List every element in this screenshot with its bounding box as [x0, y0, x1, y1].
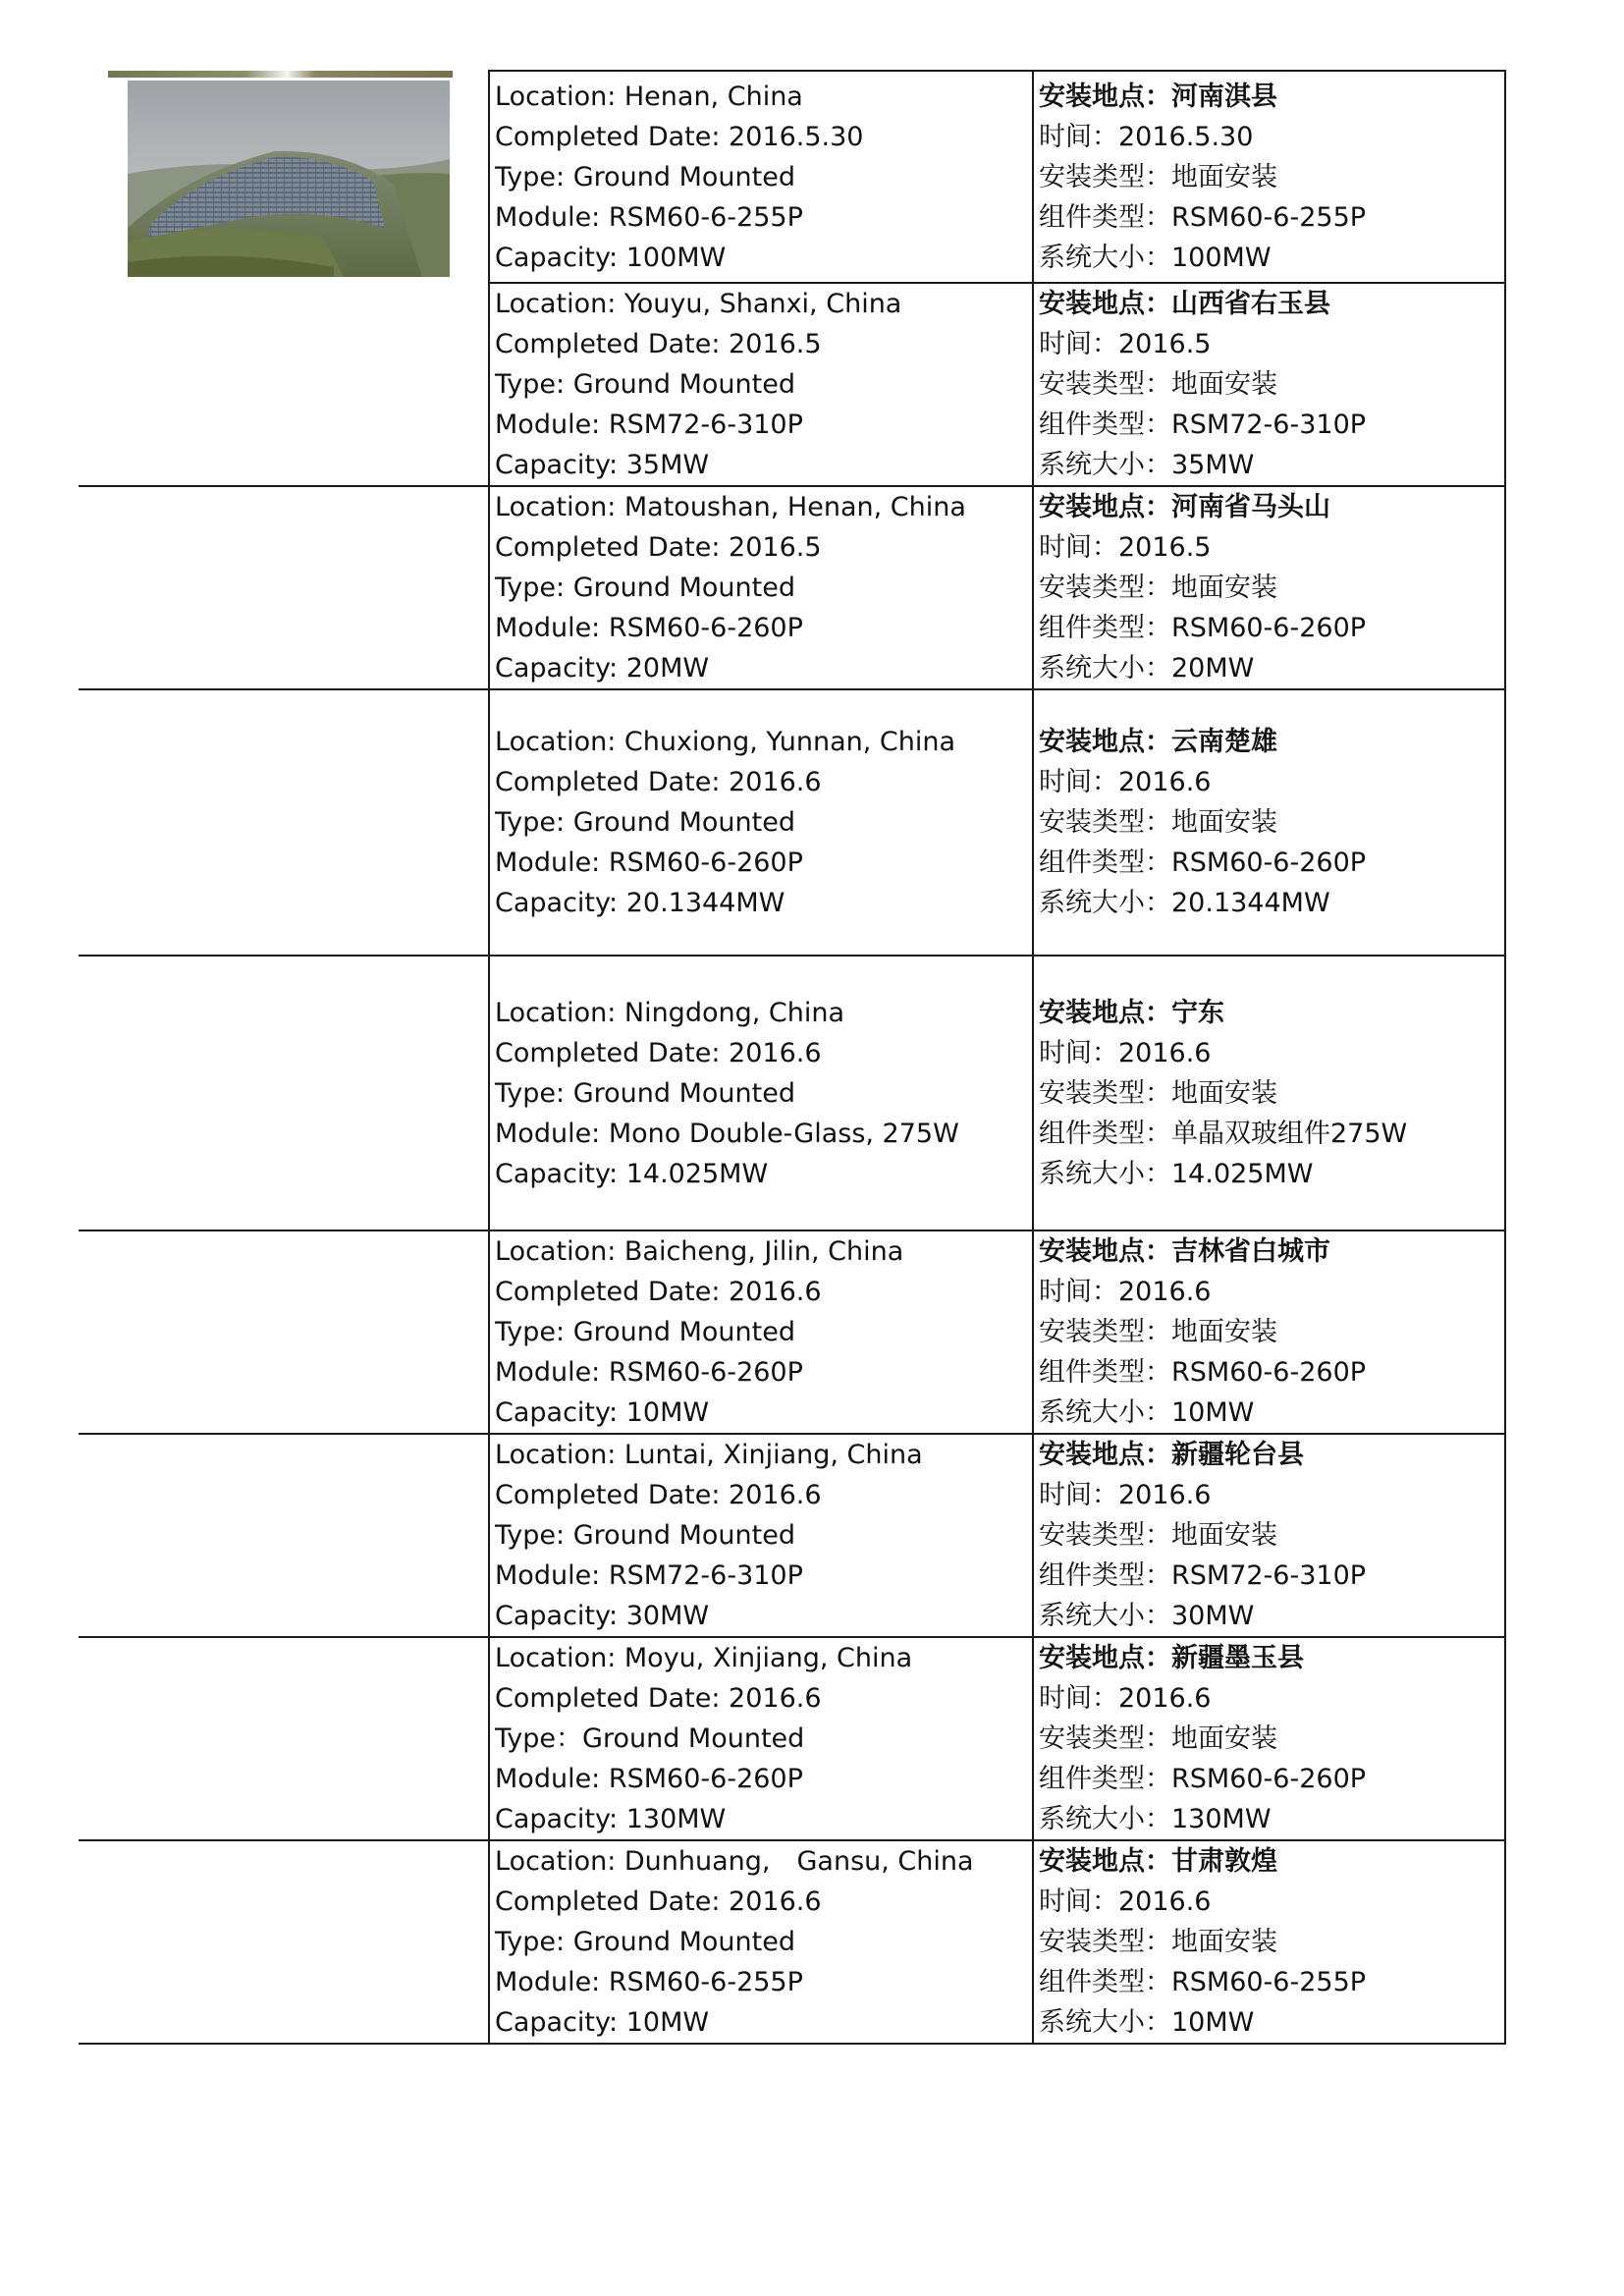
zh-module-line: [1039, 1759, 1504, 1799]
capacity-text: Capacity: 14.025MW: [495, 1158, 769, 1189]
zh-location-line: [1039, 722, 1504, 762]
photo-cell: [79, 1840, 489, 2044]
zh-capacity-line: [1039, 1799, 1504, 1839]
zh-location-value: 甘肃敦煌: [1171, 1846, 1277, 1877]
type-text: Type: Ground Mounted: [495, 1927, 795, 1957]
zh-location-value: 新疆轮台县: [1171, 1440, 1304, 1470]
zh-module-value: RSM72-6-310P: [1171, 410, 1367, 440]
zh-location-label: 安装地点：: [1039, 81, 1171, 112]
zh-type-label: 安装类型：: [1039, 573, 1171, 603]
zh-module-line: [1039, 1556, 1504, 1596]
zh-module-line: [1039, 197, 1504, 238]
zh-module-line: [1039, 1962, 1504, 2002]
zh-module-value: RSM60-6-260P: [1171, 1764, 1367, 1794]
location-text: Location: Chuxiong, Yunnan, China: [495, 727, 956, 757]
zh-date-value: 2016.6: [1118, 767, 1212, 797]
zh-date-label: 时间：: [1039, 767, 1118, 797]
zh-capacity-label: 系统大小：: [1039, 2007, 1171, 2038]
zh-type-value: 地面安装: [1171, 369, 1277, 400]
zh-date-label: 时间：: [1039, 121, 1118, 152]
chinese-details: [1033, 1637, 1505, 1840]
zh-capacity-value: 20MW: [1171, 653, 1255, 683]
zh-date-value: 2016.6: [1118, 1886, 1212, 1917]
zh-date-label: 时间：: [1039, 1277, 1118, 1307]
zh-module-value: RSM60-6-260P: [1171, 847, 1367, 878]
location-text: Location: Matoushan, Henan, China: [495, 492, 966, 522]
location-text: Location: Youyu, Shanxi, China: [495, 289, 902, 319]
type-text: Type: Ground Mounted: [495, 573, 795, 603]
zh-date-line: [1039, 1272, 1504, 1312]
chinese-details: [1033, 689, 1505, 956]
module-text: Module: RSM60-6-260P: [495, 1764, 803, 1794]
zh-location-value: 新疆墨玉县: [1171, 1643, 1304, 1673]
zh-capacity-label: 系统大小：: [1039, 1601, 1171, 1631]
zh-date-value: 2016.6: [1118, 1037, 1212, 1068]
zh-date-value: 2016.5: [1118, 329, 1212, 359]
zh-type-value: 地面安装: [1171, 1927, 1277, 1957]
type-text: Type: Ground Mounted: [495, 807, 795, 838]
english-details: [489, 1434, 1033, 1637]
zh-location-line: [1039, 1435, 1504, 1475]
zh-module-line: [1039, 1114, 1504, 1154]
zh-module-label: 组件类型：: [1039, 1967, 1171, 1997]
zh-type-label: 安装类型：: [1039, 1077, 1171, 1109]
photo-cell: [79, 486, 489, 689]
zh-location-label: 安装地点：: [1039, 1643, 1171, 1673]
zh-location-value: 河南省马头山: [1171, 492, 1330, 522]
zh-module-value: 单晶双玻组件275W: [1171, 1118, 1408, 1149]
photo-cell: [79, 1637, 489, 1840]
table-row: [79, 956, 1505, 1230]
zh-capacity-value: 10MW: [1171, 1397, 1255, 1428]
photo-cell: [79, 283, 489, 486]
photo-cell: [79, 1230, 489, 1434]
location-text: Location: Dunhuang, Gansu, China: [495, 1846, 974, 1877]
completed-date-text: Completed Date: 2016.6: [495, 1037, 822, 1068]
zh-capacity-value: 35MW: [1171, 450, 1255, 480]
english-details: [489, 1637, 1033, 1840]
zh-capacity-value: 100MW: [1171, 242, 1272, 273]
completed-date-text: Completed Date: 2016.6: [495, 1886, 822, 1917]
zh-location-label: 安装地点：: [1039, 1236, 1171, 1267]
zh-date-label: 时间：: [1039, 532, 1118, 563]
type-text: Type: Ground Mounted: [495, 161, 795, 192]
zh-date-label: 时间：: [1039, 1480, 1118, 1510]
zh-date-label: 时间：: [1039, 1683, 1118, 1714]
zh-type-line: [1039, 1515, 1504, 1556]
table-row: [79, 71, 1505, 283]
table-row: [79, 1840, 1505, 2044]
project-table: [79, 70, 1506, 2045]
zh-type-label: 安装类型：: [1039, 1927, 1171, 1957]
zh-location-label: 安装地点：: [1039, 289, 1171, 319]
zh-module-label: 组件类型：: [1039, 1764, 1171, 1794]
zh-location-label: 安装地点：: [1039, 997, 1171, 1028]
zh-capacity-line: [1039, 2002, 1504, 2043]
capacity-text: Capacity: 20MW: [495, 653, 710, 683]
zh-capacity-line: [1039, 648, 1504, 688]
table-row: [79, 1230, 1505, 1434]
zh-date-label: 时间：: [1039, 1037, 1118, 1068]
zh-location-value: 宁东: [1171, 997, 1224, 1028]
zh-type-label: 安装类型：: [1039, 1723, 1171, 1754]
zh-date-line: [1039, 1882, 1504, 1922]
zh-type-value: 地面安装: [1171, 807, 1277, 838]
zh-location-value: 云南楚雄: [1171, 727, 1277, 757]
zh-type-line: [1039, 1719, 1504, 1759]
zh-module-line: [1039, 405, 1504, 445]
zh-module-label: 组件类型：: [1039, 410, 1171, 440]
completed-date-text: Completed Date: 2016.6: [495, 767, 822, 797]
location-text: Location: Luntai, Xinjiang, China: [495, 1440, 923, 1470]
zh-capacity-value: 130MW: [1171, 1804, 1272, 1834]
zh-capacity-value: 20.1344MW: [1171, 888, 1330, 918]
zh-date-value: 2016.5: [1118, 532, 1212, 563]
zh-location-line: [1039, 1638, 1504, 1678]
completed-date-text: Completed Date: 2016.6: [495, 1480, 822, 1510]
zh-capacity-value: 30MW: [1171, 1601, 1255, 1631]
zh-module-label: 组件类型：: [1039, 613, 1171, 643]
zh-type-value: 地面安装: [1171, 573, 1277, 603]
completed-date-text: Completed Date: 2016.5: [495, 532, 822, 563]
zh-type-line: [1039, 1312, 1504, 1352]
photo-cell: [79, 689, 489, 956]
capacity-text: Capacity: 10MW: [495, 1397, 710, 1428]
table-row: [79, 486, 1505, 689]
zh-capacity-value: 14.025MW: [1171, 1158, 1314, 1189]
zh-location-line: [1039, 993, 1504, 1033]
english-details: [489, 486, 1033, 689]
zh-type-label: 安装类型：: [1039, 369, 1171, 400]
location-text: Location: Henan, China: [495, 81, 803, 112]
zh-date-line: [1039, 1033, 1504, 1073]
zh-location-line: [1039, 77, 1504, 117]
zh-type-line: [1039, 1073, 1504, 1114]
photo-cell: [79, 1434, 489, 1637]
zh-type-line: [1039, 568, 1504, 608]
zh-location-value: 山西省右玉县: [1171, 289, 1330, 319]
zh-location-label: 安装地点：: [1039, 1846, 1171, 1877]
capacity-text: Capacity: 100MW: [495, 242, 727, 273]
zh-date-value: 2016.5.30: [1118, 121, 1254, 152]
english-details: [489, 956, 1033, 1230]
zh-location-line: [1039, 487, 1504, 527]
zh-type-line: [1039, 1922, 1504, 1962]
zh-capacity-label: 系统大小：: [1039, 1397, 1171, 1428]
chinese-details: [1033, 1434, 1505, 1637]
zh-module-label: 组件类型：: [1039, 847, 1171, 878]
zh-date-line: [1039, 1678, 1504, 1719]
module-text: Module: RSM60-6-255P: [495, 1967, 803, 1997]
module-text: Module: Mono Double-Glass, 275W: [495, 1118, 959, 1149]
zh-capacity-line: [1039, 238, 1504, 278]
completed-date-text: Completed Date: 2016.6: [495, 1683, 822, 1714]
capacity-text: Capacity: 20.1344MW: [495, 888, 785, 918]
type-text: Type：Ground Mounted: [495, 1723, 805, 1754]
zh-type-value: 地面安装: [1171, 1077, 1277, 1109]
zh-date-label: 时间：: [1039, 1886, 1118, 1917]
type-text: Type: Ground Mounted: [495, 1317, 795, 1347]
zh-date-line: [1039, 762, 1504, 802]
english-details: [489, 71, 1033, 283]
photo-cell: [79, 956, 489, 1230]
chinese-details: [1033, 956, 1505, 1230]
zh-module-line: [1039, 1352, 1504, 1393]
zh-date-label: 时间：: [1039, 329, 1118, 359]
zh-module-value: RSM60-6-255P: [1171, 1967, 1367, 1997]
english-details: [489, 283, 1033, 486]
zh-type-value: 地面安装: [1171, 1520, 1277, 1551]
zh-module-label: 组件类型：: [1039, 1560, 1171, 1591]
english-details: [489, 689, 1033, 956]
photo-cell: [79, 71, 489, 283]
zh-capacity-label: 系统大小：: [1039, 1804, 1171, 1834]
zh-capacity-value: 10MW: [1171, 2007, 1255, 2038]
capacity-text: Capacity: 130MW: [495, 1804, 727, 1834]
module-text: Module: RSM60-6-260P: [495, 847, 803, 878]
table-row: [79, 1434, 1505, 1637]
zh-date-line: [1039, 117, 1504, 157]
zh-type-line: [1039, 364, 1504, 405]
zh-type-line: [1039, 802, 1504, 843]
solar-farm-photo: [128, 81, 450, 277]
location-text: Location: Baicheng, Jilin, China: [495, 1236, 904, 1267]
zh-location-label: 安装地点：: [1039, 727, 1171, 757]
zh-location-value: 吉林省白城市: [1171, 1236, 1330, 1267]
zh-date-line: [1039, 527, 1504, 568]
zh-location-line: [1039, 1231, 1504, 1272]
table-row: [79, 689, 1505, 956]
zh-module-value: RSM60-6-255P: [1171, 201, 1367, 233]
zh-module-label: 组件类型：: [1039, 201, 1171, 233]
english-details: [489, 1230, 1033, 1434]
location-text: Location: Moyu, Xinjiang, China: [495, 1643, 913, 1673]
zh-capacity-label: 系统大小：: [1039, 1158, 1171, 1189]
location-text: Location: Ningdong, China: [495, 997, 845, 1028]
zh-location-label: 安装地点：: [1039, 1440, 1171, 1470]
zh-type-label: 安装类型：: [1039, 807, 1171, 838]
zh-capacity-line: [1039, 1596, 1504, 1636]
module-text: Module: RSM72-6-310P: [495, 410, 803, 440]
chinese-details: [1033, 1230, 1505, 1434]
photo-frame: [79, 71, 488, 277]
zh-location-line: [1039, 1841, 1504, 1882]
zh-date-value: 2016.6: [1118, 1480, 1212, 1510]
zh-type-value: 地面安装: [1171, 161, 1277, 192]
chinese-details: [1033, 486, 1505, 689]
zh-date-value: 2016.6: [1118, 1683, 1212, 1714]
zh-module-value: RSM60-6-260P: [1171, 613, 1367, 643]
zh-capacity-line: [1039, 883, 1504, 923]
zh-type-value: 地面安装: [1171, 1723, 1277, 1754]
type-text: Type: Ground Mounted: [495, 1520, 795, 1551]
zh-date-line: [1039, 1475, 1504, 1515]
zh-type-label: 安装类型：: [1039, 1520, 1171, 1551]
zh-capacity-label: 系统大小：: [1039, 450, 1171, 480]
zh-capacity-line: [1039, 1154, 1504, 1194]
zh-capacity-label: 系统大小：: [1039, 242, 1171, 273]
zh-capacity-line: [1039, 445, 1504, 485]
module-text: Module: RSM60-6-260P: [495, 1357, 803, 1388]
chinese-details: [1033, 71, 1505, 283]
chinese-details: [1033, 1840, 1505, 2044]
capacity-text: Capacity: 30MW: [495, 1601, 710, 1631]
table-row: [79, 283, 1505, 486]
module-text: Module: RSM60-6-255P: [495, 201, 803, 233]
chinese-details: [1033, 283, 1505, 486]
type-text: Type: Ground Mounted: [495, 369, 795, 400]
zh-capacity-label: 系统大小：: [1039, 653, 1171, 683]
table-row: [79, 1637, 1505, 1840]
zh-type-line: [1039, 157, 1504, 197]
zh-capacity-line: [1039, 1393, 1504, 1433]
module-text: Module: RSM72-6-310P: [495, 1560, 803, 1591]
zh-module-label: 组件类型：: [1039, 1118, 1171, 1149]
zh-type-label: 安装类型：: [1039, 1317, 1171, 1347]
photo-top-strip: [108, 71, 453, 78]
zh-module-value: RSM60-6-260P: [1171, 1357, 1367, 1388]
capacity-text: Capacity: 35MW: [495, 450, 710, 480]
zh-module-value: RSM72-6-310P: [1171, 1560, 1367, 1591]
zh-location-line: [1039, 284, 1504, 324]
completed-date-text: Completed Date: 2016.5.30: [495, 121, 864, 152]
zh-location-value: 河南淇县: [1171, 81, 1277, 112]
completed-date-text: Completed Date: 2016.5: [495, 329, 822, 359]
zh-capacity-label: 系统大小：: [1039, 888, 1171, 918]
zh-module-label: 组件类型：: [1039, 1357, 1171, 1388]
completed-date-text: Completed Date: 2016.6: [495, 1277, 822, 1307]
module-text: Module: RSM60-6-260P: [495, 613, 803, 643]
english-details: [489, 1840, 1033, 2044]
zh-type-label: 安装类型：: [1039, 161, 1171, 192]
zh-date-line: [1039, 324, 1504, 364]
zh-location-label: 安装地点：: [1039, 492, 1171, 522]
zh-module-line: [1039, 608, 1504, 648]
capacity-text: Capacity: 10MW: [495, 2007, 710, 2038]
zh-date-value: 2016.6: [1118, 1277, 1212, 1307]
zh-type-value: 地面安装: [1171, 1317, 1277, 1347]
zh-module-line: [1039, 843, 1504, 883]
type-text: Type: Ground Mounted: [495, 1077, 795, 1109]
